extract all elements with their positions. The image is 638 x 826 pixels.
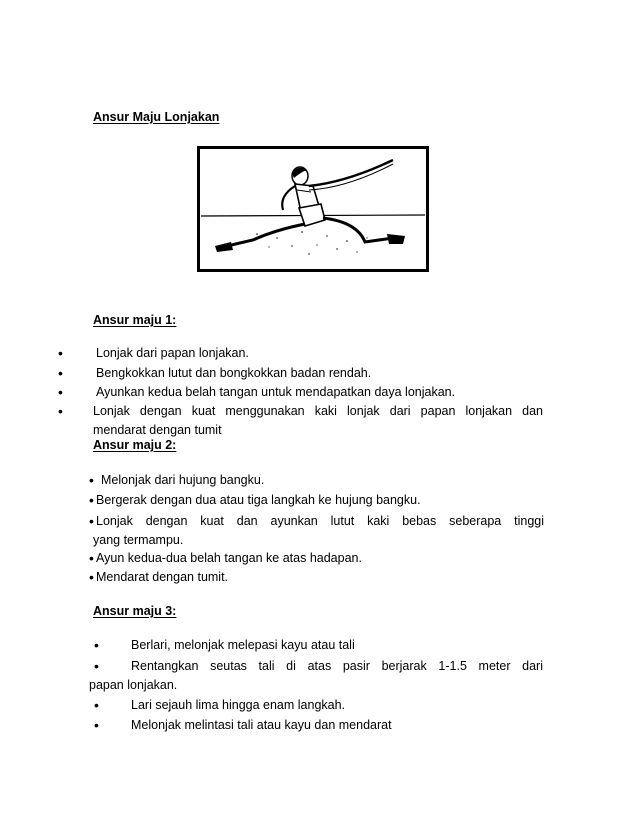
- bullet-icon: •: [58, 384, 63, 400]
- section2-item-1: Melonjak dari hujung bangku.: [101, 473, 265, 487]
- bullet-icon: •: [58, 345, 63, 361]
- section3-item-1: Berlari, melonjak melepasi kayu atau tali: [131, 638, 355, 652]
- bullet-icon: •: [94, 697, 99, 713]
- section1-item-2: Bengkokkan lutut dan bongkokkan badan rendah.: [96, 366, 372, 380]
- section2-item-3-continued: yang termampu.: [93, 533, 184, 547]
- section3-item-3: Lari sejauh lima hingga enam langkah.: [131, 698, 346, 712]
- bullet-icon: •: [94, 658, 99, 674]
- section3-heading: Ansur maju 3:: [93, 604, 177, 618]
- bullet-icon: •: [58, 403, 63, 419]
- section1-item-4-continued: mendarat dengan tumit: [93, 423, 222, 437]
- section2-item-3: Lonjak dengan kuat dan ayunkan lutut kaki bebas seberapa tinggi: [96, 514, 544, 528]
- section3-item-4: Melonjak melintasi tali atau kayu dan mendarat: [131, 718, 392, 732]
- section2-item-5: Mendarat dengan tumit.: [96, 570, 229, 584]
- section2-heading: Ansur maju 2:: [93, 438, 177, 452]
- bullet-icon: •: [89, 569, 94, 585]
- section1-heading: Ansur maju 1:: [93, 313, 177, 327]
- section2-item-4: Ayun kedua-dua belah tangan ke atas hadapan.: [96, 551, 362, 565]
- section3-item-2-continued: papan lonjakan.: [89, 678, 178, 692]
- long-jump-athlete-illustration: [197, 146, 429, 272]
- bullet-icon: •: [89, 492, 94, 508]
- bullet-icon: •: [89, 513, 94, 529]
- bullet-icon: •: [89, 550, 94, 566]
- long-jump-figure: [197, 146, 429, 272]
- page-title: Ansur Maju Lonjakan: [93, 110, 220, 124]
- section1-item-1: Lonjak dari papan lonjakan.: [96, 346, 249, 360]
- section2-item-2: Bergerak dengan dua atau tiga langkah ke hujung bangku.: [96, 493, 421, 507]
- bullet-icon: •: [89, 472, 94, 488]
- section3-item-2: Rentangkan seutas tali di atas pasir berjarak 1-1.5 meter dari: [131, 659, 543, 673]
- bullet-icon: •: [94, 637, 99, 653]
- section1-item-4: Lonjak dengan kuat menggunakan kaki lonjak dari papan lonjakan dan: [93, 404, 543, 418]
- bullet-icon: •: [58, 365, 63, 381]
- bullet-icon: •: [94, 717, 99, 733]
- section1-item-3: Ayunkan kedua belah tangan untuk mendapatkan daya lonjakan.: [96, 385, 456, 399]
